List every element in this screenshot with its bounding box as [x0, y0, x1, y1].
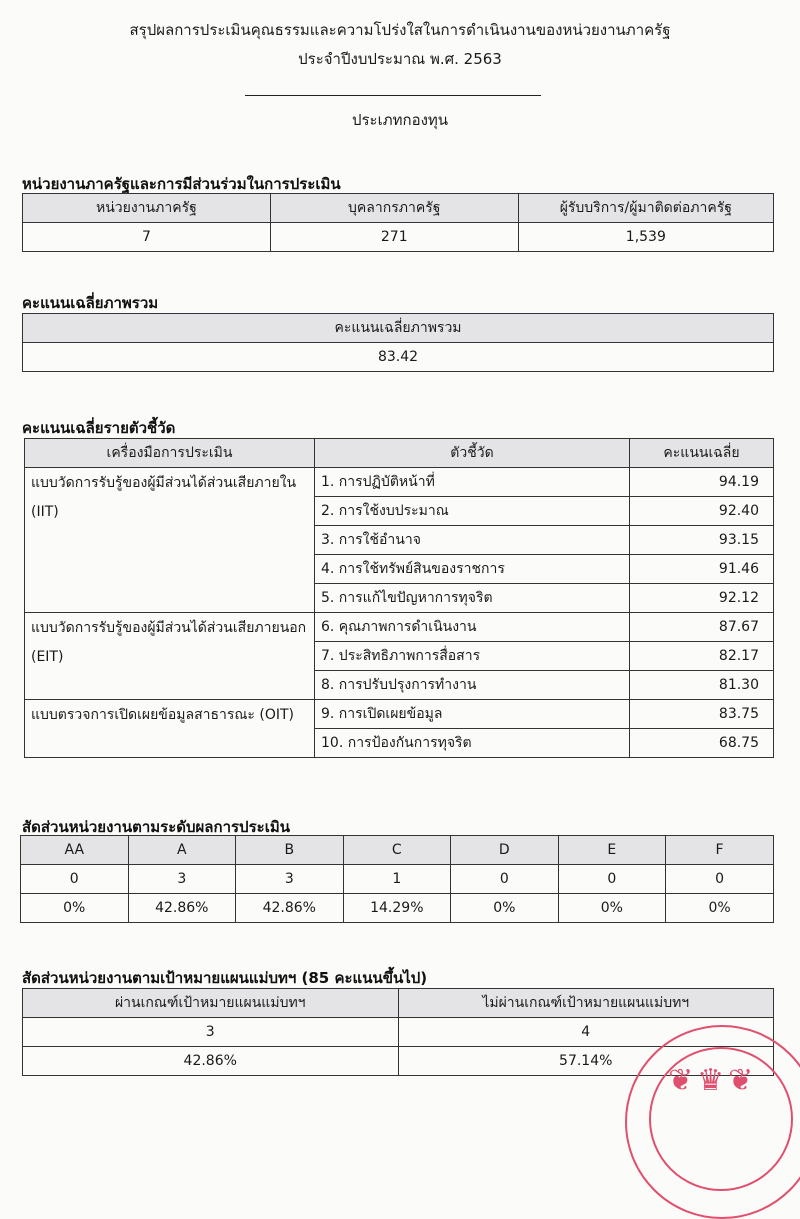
indicator-name: 6. คุณภาพการดำเนินงาน [315, 613, 630, 642]
agency-category: ประเภทกองทุน [351, 111, 449, 129]
official-stamp [625, 1025, 800, 1219]
grade-count: 0 [21, 865, 129, 894]
col-grade-e: E [558, 836, 666, 865]
indicators-heading: คะแนนเฉลี่ยรายตัวชี้วัด [22, 419, 176, 437]
grades-heading: สัดส่วนหน่วยงานตามระดับผลการประเมิน [22, 818, 290, 836]
indicator-score: 87.67 [630, 613, 774, 642]
grade-percent: 0% [21, 894, 129, 923]
col-grade-a: A [128, 836, 236, 865]
indicator-name: 7. ประสิทธิภาพการสื่อสาร [315, 642, 630, 671]
grade-count: 0 [451, 865, 559, 894]
col-personnel: บุคลากรภาครัฐ [270, 194, 518, 223]
grade-percent: 42.86% [128, 894, 236, 923]
col-service-users: ผู้รับบริการ/ผู้มาติดต่อภาครัฐ [518, 194, 773, 223]
personnel-value: 271 [270, 223, 518, 252]
indicator-name: 4. การใช้ทรัพย์สินของราชการ [315, 555, 630, 584]
fiscal-year: ประจำปีงบประมาณ พ.ศ. 2563 [298, 50, 502, 68]
indicator-score: 83.75 [630, 700, 774, 729]
indicator-score: 92.12 [630, 584, 774, 613]
tool-oit: แบบตรวจการเปิดเผยข้อมูลสาธารณะ (OIT) [25, 700, 315, 758]
col-grade-f: F [666, 836, 774, 865]
indicator-name: 9. การเปิดเผยข้อมูล [315, 700, 630, 729]
grade-count: 0 [666, 865, 774, 894]
indicator-name: 2. การใช้งบประมาณ [315, 497, 630, 526]
indicator-score: 93.15 [630, 526, 774, 555]
col-tool: เครื่องมือการประเมิน [25, 439, 315, 468]
col-grade-b: B [236, 836, 344, 865]
grade-percent: 14.29% [343, 894, 451, 923]
indicator-score: 92.40 [630, 497, 774, 526]
fail-count: 4 [398, 1018, 774, 1047]
indicators-table [24, 438, 774, 758]
indicator-score: 81.30 [630, 671, 774, 700]
grade-percent: 42.86% [236, 894, 344, 923]
participation-heading: หน่วยงานภาครัฐและการมีส่วนร่วมในการประเมิน [22, 175, 341, 193]
indicator-name: 1. การปฏิบัติหน้าที่ [315, 468, 630, 497]
col-fail: ไม่ผ่านเกณฑ์เป้าหมายแผนแม่บทฯ [398, 989, 774, 1018]
grade-percent: 0% [451, 894, 559, 923]
grade-count: 3 [128, 865, 236, 894]
col-indicator: ตัวชี้วัด [315, 439, 630, 468]
indicator-score: 68.75 [630, 729, 774, 758]
grade-percent: 0% [666, 894, 774, 923]
col-grade-c: C [343, 836, 451, 865]
service-users-value: 1,539 [518, 223, 773, 252]
pass-percent: 42.86% [23, 1047, 399, 1076]
overall-table [22, 313, 774, 372]
garuda-seal-icon: ❦♛❦ [668, 1063, 758, 1098]
indicator-score: 94.19 [630, 468, 774, 497]
grade-percent: 0% [558, 894, 666, 923]
divider [245, 95, 541, 96]
col-grade-d: D [451, 836, 559, 865]
target-heading: สัดส่วนหน่วยงานตามเป้าหมายแผนแม่บทฯ (85 คะแนนขึ้นไป) [22, 969, 428, 987]
indicator-score: 91.46 [630, 555, 774, 584]
overall-heading: คะแนนเฉลี่ยภาพรวม [22, 294, 159, 312]
document-title: สรุปผลการประเมินคุณธรรมและความโปร่งใสในการดำเนินงานของหน่วยงานภาครัฐ [129, 21, 671, 39]
indicator-name: 3. การใช้อำนาจ [315, 526, 630, 555]
col-agencies: หน่วยงานภาครัฐ [23, 194, 271, 223]
participation-table [22, 193, 774, 252]
col-overall: คะแนนเฉลี่ยภาพรวม [23, 314, 774, 343]
col-grade-aa: AA [21, 836, 129, 865]
fail-percent: 57.14% [398, 1047, 774, 1076]
indicator-name: 10. การป้องกันการทุจริต [315, 729, 630, 758]
indicator-score: 82.17 [630, 642, 774, 671]
overall-score: 83.42 [23, 343, 774, 372]
grade-count: 0 [558, 865, 666, 894]
col-pass: ผ่านเกณฑ์เป้าหมายแผนแม่บทฯ [23, 989, 399, 1018]
tool-eit: แบบวัดการรับรู้ของผู้มีส่วนได้ส่วนเสียภายนอก (EIT) [25, 613, 315, 700]
tool-iit: แบบวัดการรับรู้ของผู้มีส่วนได้ส่วนเสียภายใน (IIT) [25, 468, 315, 613]
indicator-name: 8. การปรับปรุงการทำงาน [315, 671, 630, 700]
grade-count: 3 [236, 865, 344, 894]
grades-table [20, 835, 774, 923]
indicator-name: 5. การแก้ไขปัญหาการทุจริต [315, 584, 630, 613]
pass-count: 3 [23, 1018, 399, 1047]
col-score: คะแนนเฉลี่ย [630, 439, 774, 468]
grade-count: 1 [343, 865, 451, 894]
agencies-value: 7 [23, 223, 271, 252]
